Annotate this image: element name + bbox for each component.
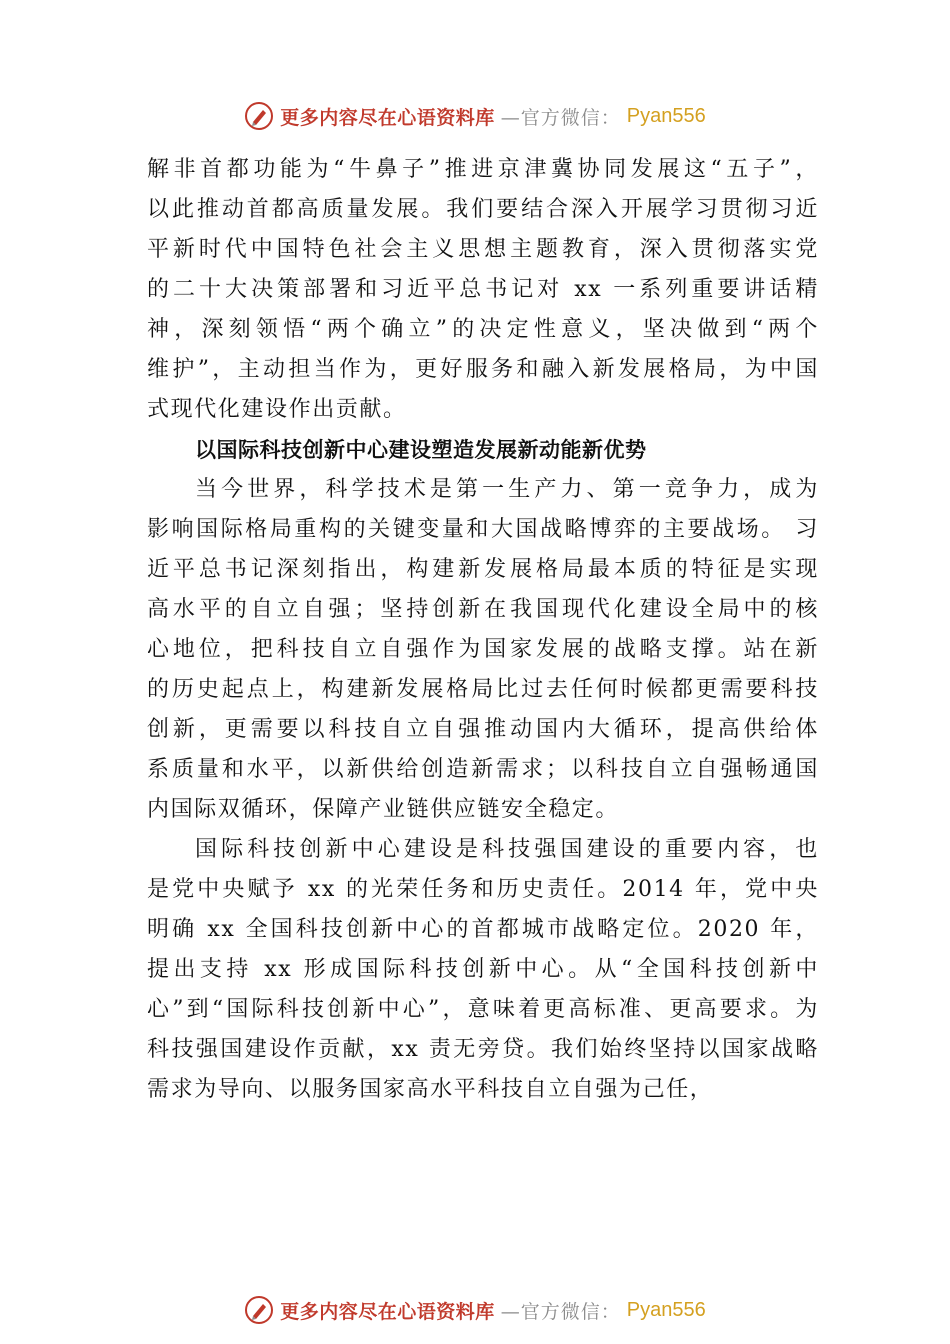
pen-logo-icon bbox=[244, 1295, 274, 1325]
text-line: 平新时代中国特色社会主义思想主题教育，深入贯彻落实党 bbox=[147, 237, 819, 262]
text-line: 的二十大决策部署和习近平总书记对 xx 一系列重要讲话精 bbox=[147, 277, 819, 302]
text-line: 提出支持 xx 形成国际科技创新中心。从“全国科技创新中 bbox=[147, 957, 819, 982]
watermark-library-text: 更多内容尽在心语资料库 bbox=[280, 106, 495, 129]
text-line: 科技强国建设作贡献，xx 责无旁贷。我们始终坚持以国家战略 bbox=[147, 1037, 819, 1062]
text-line: 心地位，把科技自立自强作为国家发展的战略支撑。站在新 bbox=[147, 637, 819, 662]
watermark-wechat-id: Pyan556 bbox=[626, 1298, 706, 1321]
text-line: 需求为导向、以服务国家高水平科技自立自强为己任， bbox=[147, 1077, 714, 1102]
text-line: 维护”，主动担当作为，更好服务和融入新发展格局，为中国 bbox=[147, 357, 819, 382]
text-line: 高水平的自立自强；坚持创新在我国现代化建设全局中的核 bbox=[147, 597, 819, 622]
text-line: 系质量和水平，以新供给创造新需求；以科技自立自强畅通国 bbox=[147, 757, 819, 782]
text-line: 式现代化建设作出贡献。 bbox=[147, 397, 407, 422]
text-line: 国际科技创新中心建设是科技强国建设的重要内容，也 bbox=[195, 837, 819, 862]
text-line: 是党中央赋予 xx 的光荣任务和历史责任。2014 年，党中央 bbox=[147, 877, 819, 902]
section-heading: 以国际科技创新中心建设塑造发展新动能新优势 bbox=[195, 438, 647, 462]
text-line: 当今世界，科学技术是第一生产力、第一竞争力，成为 bbox=[195, 477, 819, 502]
text-line: 创新，更需要以科技自立自强推动国内大循环，提高供给体 bbox=[147, 717, 819, 742]
watermark-library-text: 更多内容尽在心语资料库 bbox=[280, 1300, 495, 1323]
document-body bbox=[147, 150, 819, 1110]
text-line: 内国际双循环，保障产业链供应链安全稳定。 bbox=[147, 797, 620, 822]
watermark-wechat-label: —官方微信： bbox=[500, 106, 621, 129]
text-line: 的历史起点上，构建新发展格局比过去任何时候都更需要科技 bbox=[147, 677, 819, 702]
text-line: 近平总书记深刻指出，构建新发展格局最本质的特征是实现 bbox=[147, 557, 819, 582]
pen-logo-icon bbox=[244, 101, 274, 131]
header-watermark bbox=[0, 96, 950, 136]
footer-watermark bbox=[0, 1290, 950, 1330]
text-line: 以此推动首都高质量发展。我们要结合深入开展学习贯彻习近 bbox=[147, 197, 819, 222]
watermark-wechat-id: Pyan556 bbox=[626, 104, 706, 127]
text-line: 解非首都功能为“牛鼻子”推进京津冀协同发展这“五子”， bbox=[147, 157, 819, 182]
watermark-wechat-label: —官方微信： bbox=[500, 1300, 621, 1323]
text-line: 心”到“国际科技创新中心”，意味着更高标准、更高要求。为 bbox=[147, 997, 819, 1022]
text-line: 明确 xx 全国科技创新中心的首都城市战略定位。2020 年， bbox=[147, 917, 819, 942]
text-line: 影响国际格局重构的关键变量和大国战略博弈的主要战场。 习 bbox=[147, 517, 819, 542]
text-line: 神，深刻领悟“两个确立”的决定性意义，坚决做到“两个 bbox=[147, 317, 819, 342]
